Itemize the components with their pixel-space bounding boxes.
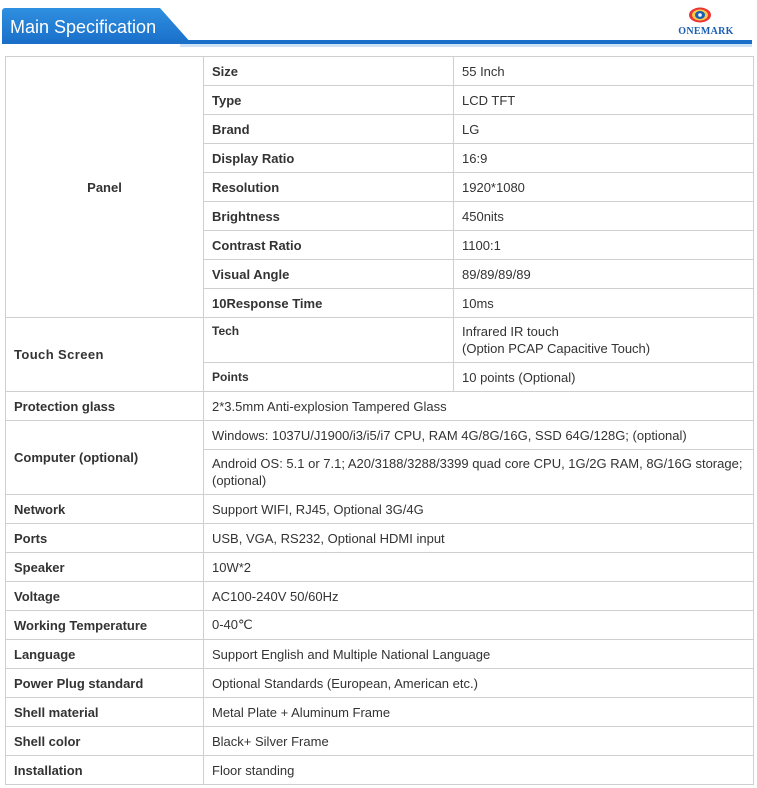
spec-value: Support WIFI, RJ45, Optional 3G/4G [204,495,754,524]
spec-value [454,318,754,363]
panel-label: Panel [6,57,204,318]
spec-name: Size [204,57,454,86]
spec-value: 55 Inch [454,57,754,86]
spec-value: Windows: 1037U/J1900/i3/i5/i7 CPU, RAM 4G/8G/16G, SSD 64G/128G; (optional) [204,421,754,450]
touch-screen-label: Touch Screen [6,318,204,392]
table-row [6,727,754,756]
table-row [6,495,754,524]
spec-label: Ports [6,524,204,553]
spec-value: 0-40℃ [204,611,754,640]
spec-label: Computer (optional) [6,421,204,495]
spec-value: AC100-240V 50/60Hz [204,582,754,611]
spec-label: Shell material [6,698,204,727]
spec-value: 1100:1 [454,231,754,260]
spec-value: LG [454,115,754,144]
spec-label: Installation [6,756,204,785]
spec-value: Optional Standards (European, American etc.) [204,669,754,698]
header-banner [0,0,757,48]
spec-name: Resolution [204,173,454,202]
spec-label: Speaker [6,553,204,582]
spec-value: Support English and Multiple National Language [204,640,754,669]
table-row [6,611,754,640]
spec-value: 10ms [454,289,754,318]
spec-name: Points [204,363,454,392]
spec-label: Voltage [6,582,204,611]
spec-label: Shell color [6,727,204,756]
spec-label: Power Plug standard [6,669,204,698]
spec-name: Contrast Ratio [204,231,454,260]
spec-value: 1920*1080 [454,173,754,202]
table-row [6,318,754,363]
table-row [6,640,754,669]
spec-name: Brightness [204,202,454,231]
spec-value: 450nits [454,202,754,231]
table-row [6,698,754,727]
spec-label: Language [6,640,204,669]
table-row [6,524,754,553]
header-rule-light [180,44,752,47]
table-row [6,553,754,582]
spec-value: 89/89/89/89 [454,260,754,289]
spec-name: Visual Angle [204,260,454,289]
spec-name: Brand [204,115,454,144]
spec-value: 2*3.5mm Anti-explosion Tampered Glass [204,392,754,421]
spec-value: Floor standing [204,756,754,785]
spec-name: Type [204,86,454,115]
spec-value: LCD TFT [454,86,754,115]
touch-tech-line1: Infrared IR touch [462,324,559,339]
table-row [6,392,754,421]
table-row [6,669,754,698]
spec-label: Protection glass [6,392,204,421]
table-row [6,421,754,450]
spec-label: Working Temperature [6,611,204,640]
spec-value: USB, VGA, RS232, Optional HDMI input [204,524,754,553]
table-row [6,582,754,611]
touch-tech-line2: (Option PCAP Capacitive Touch) [462,341,651,356]
spec-value: Android OS: 5.1 or 7.1; A20/3188/3288/3399 quad core CPU, 1G/2G RAM, 8G/16G storage; (optional) [204,450,754,495]
spec-name: Tech [204,318,454,363]
eye-logo-icon [688,6,712,24]
logo-text: ONEMARK [678,26,734,37]
spec-name: Display Ratio [204,144,454,173]
spec-value: 16:9 [454,144,754,173]
onemark-logo [658,4,750,40]
table-row [6,57,754,86]
spec-value: 10 points (Optional) [454,363,754,392]
spec-label: Network [6,495,204,524]
spec-table [5,56,754,785]
spec-name: 10Response Time [204,289,454,318]
spec-value: 10W*2 [204,553,754,582]
spec-value: Black+ Silver Frame [204,727,754,756]
spec-value: Metal Plate + Aluminum Frame [204,698,754,727]
table-row [6,756,754,785]
page-title: Main Specification [10,17,157,37]
